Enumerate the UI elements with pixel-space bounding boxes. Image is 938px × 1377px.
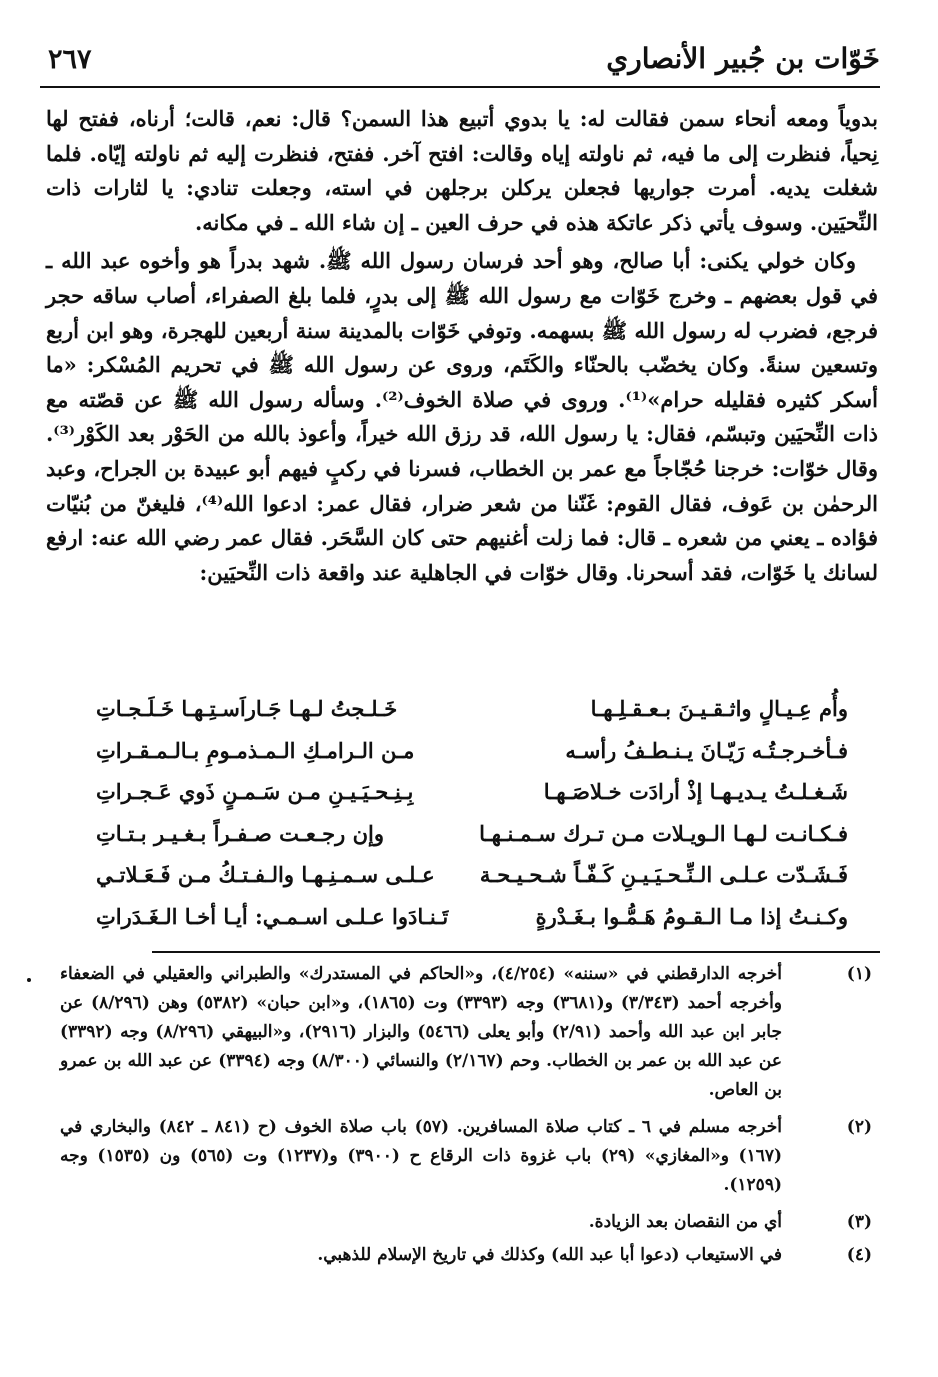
footnote bbox=[60, 960, 882, 1105]
poem-verse bbox=[96, 730, 848, 772]
poem-verse bbox=[96, 813, 848, 855]
footnote-text: في الاستيعاب (دعوا أبا عبد الله) وكذلك في تاريخ الإسلام للذهبي. bbox=[317, 1245, 782, 1265]
footnote-number: (٣) bbox=[846, 1212, 872, 1232]
verse-first-hemistich: وأُم عِـيـالٍ واثـقـيـنَ بـعـقـلِـهـا bbox=[590, 696, 848, 721]
page-number: ٢٦٧ bbox=[48, 44, 92, 75]
verse-second-hemistich: عـلـى سـمـنِـهـا والـفـتـكُ مـن فَـعَـلاتـي bbox=[96, 862, 435, 887]
verse-second-hemistich: تَـنـادَوا عـلـى اسـمـي: أيـا أخـا الـغَـدَراتِ bbox=[96, 903, 449, 929]
header-title: خَوّات بن جُبير الأنصاري bbox=[606, 42, 880, 75]
margin-mark bbox=[27, 978, 31, 982]
footnotes bbox=[60, 960, 882, 1274]
poem-verse bbox=[96, 771, 848, 813]
verse-first-hemistich: شَـغـلـتُ يـديـهـا إذْ أرادَت خـلاصَـهـا bbox=[543, 779, 848, 804]
poem-verse bbox=[96, 896, 848, 938]
header-rule bbox=[40, 86, 880, 88]
verse-second-hemistich: خَـلـجتُ لـهـا جَـاراَسـتِـهـا خَـلَـجـاتِ bbox=[96, 696, 398, 721]
verse-second-hemistich: بِـنِـحـيَـيـنِ مـن سَـمـنٍ ذَوي عَـجـراتِ bbox=[96, 779, 414, 804]
verse-second-hemistich: وإن رجـعـت صـفـراً بـغـيـر بـتـاتِ bbox=[96, 820, 385, 846]
poem-verse bbox=[96, 688, 848, 730]
paragraph-2: وكان خولي يكنى: أبا صالح، وهو أحد فرسان رسول الله ﷺ. شهد بدراً هو وأخوه عبد الله ـ في قول بعضهم ـ وخرج خَوّات مع رسول الله ﷺ إلى بدرٍ، فلما بلغ الصفراء، أصاب ساقه حجر فرجع، فضرب له رسول الله ﷺ بسهمه. وتوفي خَوّات بالمدينة سنة أربعين للهجرة، وهو ابن أربع وتسعين سنةً. وكان يخضّب بالحنّاء والكَتَم، وروى عن رسول الله ﷺ في تحريم المُسْكر: «ما أسكر كثيره فقليله حرام»⁽¹⁾. وروى في صلاة الخوف⁽²⁾. وسأله رسول الله ﷺ عن قصّته مع ذات النِّحيَين وتبسّم، فقال: يا رسول الله، قد رزق الله خيراً، وأعوذ بالله من الحَوْر بعد الكَوْر⁽³⁾. وقال خوّات: خرجنا حُجّاجاً مع عمر بن الخطاب، فسرنا في ركبٍ فيهم أبو عبيدة بن الجراح، وعبد الرحمٰن بن عَوف، فقال القوم: غَنّنا من شعر ضرار، فقال عمر: ادعوا الله⁽⁴⁾، فليغنّ من بُنيّات فؤاده ـ يعني من شعره ـ قال: فما زلت أغنيهم حتى كان السَّحَر. فقال عمر رضي الله عنه: ارفع لسانك يا خَوّات، فقد أسحرنا. وقال خوّات في الجاهلية عند واقعة ذات النِّحيَين: bbox=[46, 248, 878, 585]
paragraph-1: بدوياً ومعه أنحاء سمن فقالت له: يا بدوي أتبيع هذا السمن؟ قال: نعم، قالت؛ أرناه، ففتح لها نِحياً، فنظرت إلى ما فيه، ثم ناولته إياه وقالت: افتح آخر. ففتح، فنظرت إليه ثم ناولته إيّاه. فلما شغلت يديه. أمرت جواريها فجعلن يركلن برجلهن في استه، وجعلت تنادي: يا لثارات ذات النِّحيَين. وسوف يأتي ذكر عاتكة هذه في حرف العين ـ إن شاء الله ـ في مكانه. bbox=[46, 106, 878, 235]
verse-first-hemistich: فـأخـرجـتُـه رَيّـانَ يـنـطـفُ رأسـه bbox=[565, 737, 848, 763]
footnote-number: (٢) bbox=[846, 1117, 872, 1137]
verse-first-hemistich: وكـنـتُ إذا مـا الـقـومُ هَـمُّـوا بـغَـدْرةٍ bbox=[535, 903, 848, 929]
footnote bbox=[60, 1241, 882, 1270]
footnote bbox=[60, 1208, 882, 1237]
verse-second-hemistich: مـن الـرامـكِ الـمـذمـومِ بـالـمـقـراتِ bbox=[96, 737, 415, 763]
poem-verse bbox=[96, 854, 848, 896]
verse-first-hemistich: فَـشَـدّت عـلـى الـنِّـحـيَـيـنِ كَـفّـاً شـحـيـحـة bbox=[479, 862, 848, 887]
footnote bbox=[60, 1113, 882, 1200]
main-text bbox=[46, 102, 878, 590]
footnote-text: أخرجه مسلم في ٦ ـ كتاب صلاة المسافرين. (٥٧) باب صلاة الخوف (ح (٨٤١ ـ ٨٤٢) والبخاري في (١٦٧) و«المغازي» (٢٩) باب غزوة ذات الرقاع ح (٣٩٠٠) و(١٢٣٧) وت (٥٦٥) ون (١٥٣٥) وجه (١٢٥٩). bbox=[60, 1117, 783, 1195]
footnote-separator bbox=[152, 951, 880, 953]
footnote-number: (١) bbox=[846, 964, 872, 984]
footnote-text: أخرجه الدارقطني في «سننه» (٤/٢٥٤)، و«الحاكم في المستدرك» والطبراني والعقيلي في الضعفاء وأخرجه أحمد (٣/٣٤٣) و(٣٦٨١) وجه (٣٣٩٣) وت (١٨٦٥)، و«ابن حبان» (٥٣٨٢) وهن (٨/٢٩٦) عن جابر ابن عبد الله وأحمد (٢/٩١) وأبو يعلى (٥٤٦٦) والبزار (٢٩١٦)، و«البيهقي (٨/٢٩٦) وجه (٣٣٩٢) عن عبد الله بن عمر بن الخطاب. وحم (٢/١٦٧) والنسائي (٨/٣٠٠) وجه (٣٣٩٤) عن عبد الله بن عمرو بن العاص. bbox=[60, 964, 783, 1100]
footnote-number: (٤) bbox=[846, 1245, 872, 1265]
poem bbox=[96, 688, 848, 937]
verse-first-hemistich: فـكـانـت لـهـا الـويـلات مـن تـرك سـمـنـهـا bbox=[479, 820, 848, 846]
footnote-text: أي من النقصان بعد الزيادة. bbox=[588, 1212, 782, 1232]
running-header bbox=[40, 38, 880, 88]
